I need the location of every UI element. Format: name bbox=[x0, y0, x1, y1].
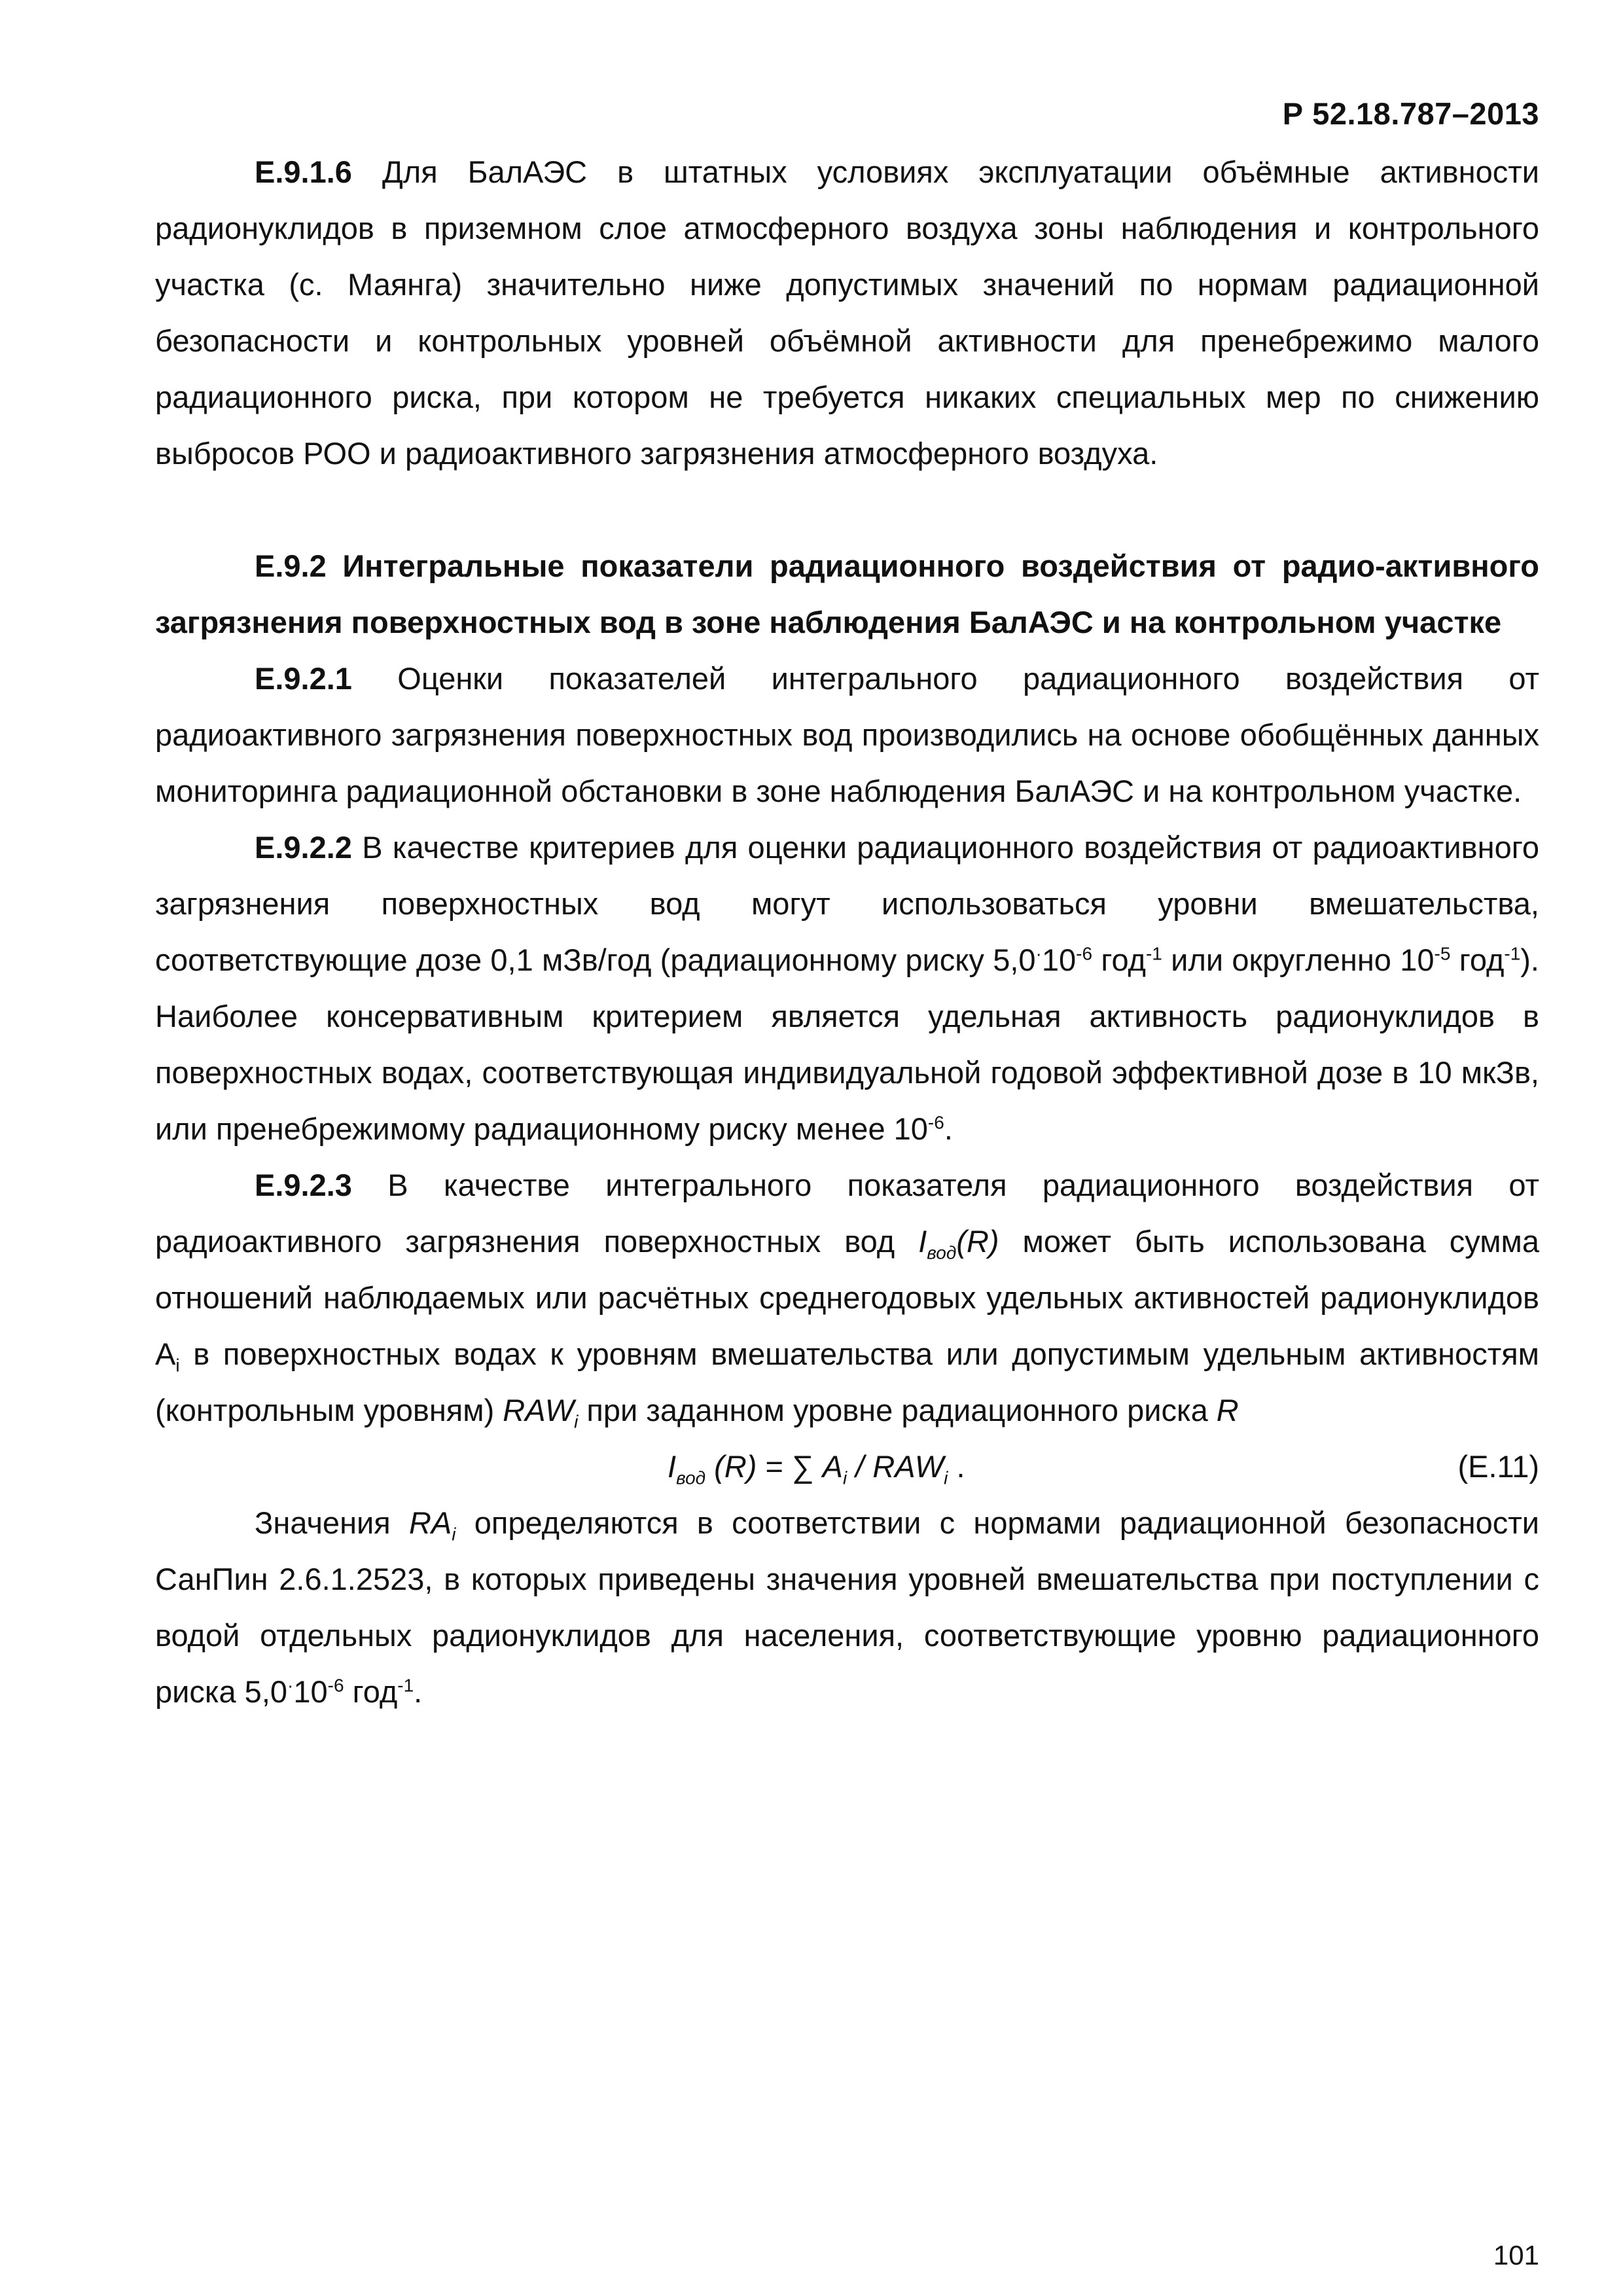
multiplication-dot: · bbox=[1035, 943, 1042, 964]
symbol-r: R bbox=[1216, 1393, 1239, 1427]
paragraph-text: может быть использована сумма отношений наблюдаемых или расчётных среднегодовых удельных активностей радионуклидов A bbox=[155, 1224, 1539, 1371]
symbol-ra: RA bbox=[408, 1505, 452, 1540]
paragraph-text: при заданном уровне радиационного риска bbox=[578, 1393, 1217, 1427]
clause-number: Е.9.2.3 bbox=[255, 1168, 352, 1202]
paragraph-e9-2-2 bbox=[155, 819, 1539, 1157]
paragraph-text: 10 bbox=[293, 1674, 328, 1709]
formula-a: A bbox=[822, 1449, 843, 1484]
formula-tail: . bbox=[948, 1449, 965, 1484]
paragraph-text: 10 bbox=[1041, 942, 1077, 977]
clause-number: Е.9.1.6 bbox=[255, 154, 352, 189]
equation-number: (Е.11) bbox=[1457, 1449, 1539, 1484]
exponent: -6 bbox=[927, 1112, 944, 1133]
paragraph-e9-2-3 bbox=[155, 1157, 1539, 1439]
section-heading-e9-2 bbox=[155, 538, 1539, 651]
exponent: -1 bbox=[1145, 943, 1162, 964]
paragraph-text: ). Наиболее консервативным критерием является удельная активность радионуклидов в поверхностных водах, соответствующая индивидуальной годовой эффективной дозе в 10 мкЗв, или пренебрежимому радиационному риску менее 10 bbox=[155, 942, 1539, 1146]
page-content bbox=[155, 144, 1539, 1720]
section-number: Е.9.2 bbox=[255, 548, 327, 583]
formula-subscript: i bbox=[842, 1467, 847, 1488]
paragraph-text: год bbox=[1450, 942, 1505, 977]
document-code: Р 52.18.787–2013 bbox=[1282, 96, 1539, 131]
exponent: -6 bbox=[327, 1675, 344, 1696]
paragraph-e9-1-6 bbox=[155, 144, 1539, 482]
multiplication-dot: · bbox=[287, 1675, 294, 1696]
formula-body bbox=[668, 1439, 965, 1495]
paragraph-text: Для БалАЭС в штатных условиях эксплуатации объёмные активности радионуклидов в приземном слое атмосферного воздуха зоны наблюдения и контрольного участка (с. Маянга) значительно ниже допустимых значений по нормам радиационной безопасности и контрольных уровней объёмной активности для пренебрежимо малого радиационного риска, при котором не требуется никаких специальных мер по снижению выбросов РОО и радиоактивного загрязнения атмосферного воздуха. bbox=[155, 154, 1539, 471]
formula-slash: / bbox=[847, 1449, 873, 1484]
symbol-raw: RAW bbox=[503, 1393, 575, 1427]
subscript: вод bbox=[927, 1242, 957, 1263]
paragraph-text: в поверхностных водах к уровням вмешательства или допустимым удельным активностям (контрольным уровням) bbox=[155, 1336, 1539, 1427]
page-number: 101 bbox=[1493, 2240, 1539, 2270]
paragraph-text: Оценки показателей интегрального радиационного воздействия от радиоактивного загрязнения поверхностных вод производились на основе обобщённых данных мониторинга радиационной обстановки в зоне наблюдения БалАЭС и на контрольном участке. bbox=[155, 661, 1539, 808]
formula-subscript: вод bbox=[676, 1467, 706, 1488]
formula-subscript: i bbox=[944, 1467, 948, 1488]
subscript: i bbox=[574, 1411, 579, 1432]
paragraph-text: Значения bbox=[255, 1505, 409, 1540]
subscript: i bbox=[175, 1355, 180, 1376]
formula-i: I bbox=[668, 1449, 677, 1484]
formula-raw: RAW bbox=[872, 1449, 944, 1484]
symbol-i: I bbox=[918, 1224, 927, 1259]
exponent: -6 bbox=[1076, 943, 1093, 964]
paragraph-e9-2-1 bbox=[155, 651, 1539, 819]
exponent: -5 bbox=[1434, 943, 1451, 964]
paragraph-text: В качестве критериев для оценки радиационного воздействия от радиоактивного загрязнения поверхностных вод могут использоваться уровни вмешательства, соответствующие дозе 0,1 мЗв/год (радиационному риску 5,0 bbox=[155, 830, 1539, 977]
paragraph-text: . bbox=[944, 1111, 953, 1146]
clause-number: Е.9.2.2 bbox=[255, 830, 352, 865]
paragraph-ra-values bbox=[155, 1495, 1539, 1720]
subscript: i bbox=[452, 1524, 456, 1545]
formula-equals-sum: = ∑ bbox=[757, 1449, 823, 1484]
clause-number: Е.9.2.1 bbox=[255, 661, 352, 696]
paragraph-text: год bbox=[1092, 942, 1146, 977]
formula-e11 bbox=[155, 1439, 1539, 1495]
paragraph-text: . bbox=[414, 1674, 423, 1709]
symbol-r-arg: (R) bbox=[956, 1224, 999, 1259]
paragraph-text: В качестве интегрального показателя радиационного воздействия от радиоактивного загрязнения поверхностных вод bbox=[155, 1168, 1539, 1259]
exponent: -1 bbox=[397, 1675, 414, 1696]
exponent: -1 bbox=[1504, 943, 1521, 964]
section-title: Интегральные показатели радиационного воздействия от радио-активного загрязнения поверхностных вод в зоне наблюдения БалАЭС и на контрольном участке bbox=[155, 548, 1539, 639]
paragraph-text: определяются в соответствии с нормами радиационной безопасности СанПин 2.6.1.2523, в которых приведены значения уровней вмешательства при поступлении с водой отдельных радионуклидов для населения, соответствующие уровню радиационного риска 5,0 bbox=[155, 1505, 1539, 1709]
formula-r: (R) bbox=[705, 1449, 757, 1484]
paragraph-text: или округленно 10 bbox=[1162, 942, 1435, 977]
paragraph-text: год bbox=[344, 1674, 398, 1709]
